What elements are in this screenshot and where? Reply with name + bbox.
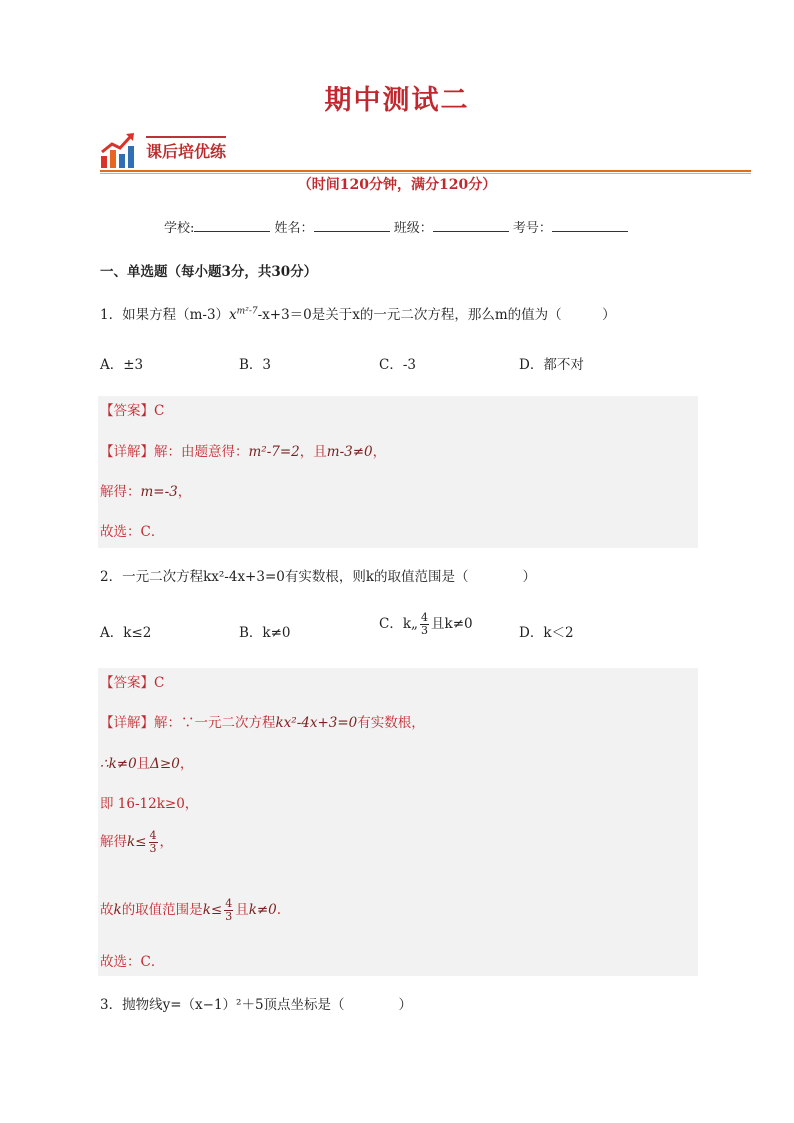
q2-option-a[interactable]: A．k≤2: [100, 625, 152, 641]
q1-detail-line-2: 解得：m=-3，: [100, 484, 192, 500]
question-3: 3．抛物线y=（x−1）²＋5顶点坐标是（ ）: [100, 997, 413, 1013]
q2-detail-line-1: 【详解】解：∵一元二次方程kx²-4x+3=0有实数根，: [100, 715, 425, 731]
exam-duration: （时间120分钟，满分120分）: [297, 177, 497, 193]
q1-option-c[interactable]: C．-3: [379, 357, 416, 373]
number-label: 考号：: [512, 221, 552, 236]
q1-answer-line: 【答案】C: [100, 403, 165, 419]
question-2: 2．一元二次方程kx²-4x+3=0有实数根，则k的取值范围是（ ）: [100, 569, 537, 585]
class-label: 班级：: [393, 221, 433, 236]
q2-option-c[interactable]: C．k„ $\frac{4}{3}$ 且k≠0: [379, 611, 473, 637]
growth-chart-icon: [100, 130, 136, 170]
section-heading: 一、单选题（每小题3分，共30分）: [100, 264, 318, 280]
page-title: 期中测试二: [324, 85, 470, 116]
name-label: 姓名：: [274, 221, 314, 236]
q1-option-d[interactable]: D．都不对: [519, 357, 584, 373]
q2-detail-line-4: 解得k≤ $\frac{4}{3}$ ，: [100, 829, 173, 855]
fraction: $\frac{4}{3}$: [149, 829, 157, 855]
q2-detail-line-3: 即 16-12k≥0，: [100, 796, 199, 812]
school-field[interactable]: [194, 218, 270, 232]
class-field[interactable]: [433, 218, 509, 232]
fraction: $\frac{4}{3}$: [225, 897, 233, 923]
q2-option-b[interactable]: B．k≠0: [239, 625, 291, 641]
header-divider: [100, 170, 751, 172]
number-field[interactable]: [552, 218, 628, 232]
q2-detail-line-2: ∴k≠0且Δ≥0，: [100, 756, 194, 772]
q1-option-a[interactable]: A．±3: [100, 357, 144, 373]
q1-detail-line-1: 【详解】解：由题意得：m²-7=2，且m-3≠0，: [100, 444, 387, 460]
brand-label: 课后培优练: [146, 136, 226, 162]
q2-detail-line-5: 故k的取值范围是k≤ $\frac{4}{3}$ 且k≠0.: [100, 897, 282, 923]
question-1: 1．如果方程$(m-3)x^{m^2-7}-x+3=0$是关于x的一元二次方程，那么m的值为（ ）: [100, 306, 616, 323]
q2-detail-line-6: 故选：C．: [100, 954, 165, 970]
q1-answer-box: [98, 396, 698, 548]
q2-answer-box: [98, 668, 698, 976]
fraction: $\frac{4}{3}$: [421, 611, 429, 637]
q1-detail-line-3: 故选：C．: [100, 524, 165, 540]
student-info-row: [164, 217, 628, 236]
name-field[interactable]: [314, 218, 390, 232]
q1-option-b[interactable]: B．3: [239, 357, 272, 373]
q2-option-d[interactable]: D．k＜2: [519, 625, 574, 641]
q2-answer-line: 【答案】C: [100, 675, 165, 691]
school-label: 学校:: [164, 221, 195, 236]
